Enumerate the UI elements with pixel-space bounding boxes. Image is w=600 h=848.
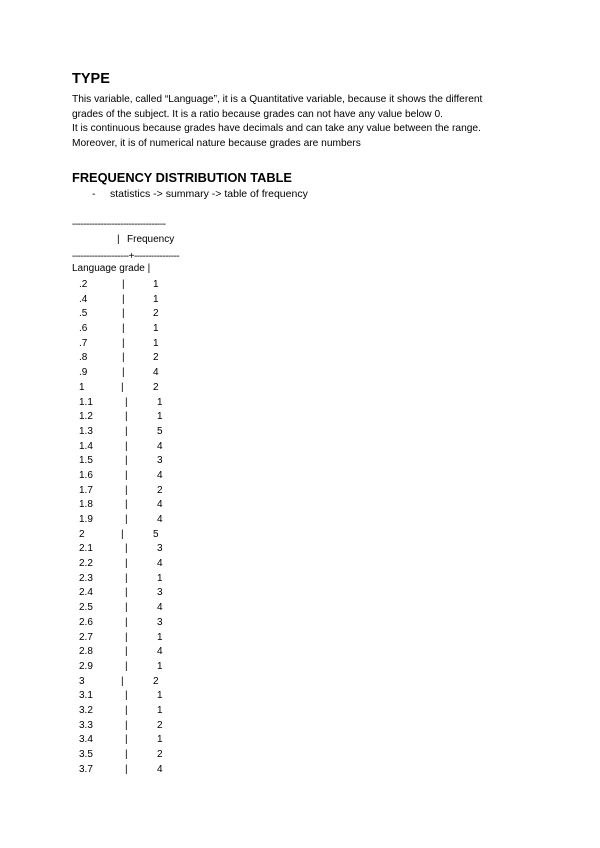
- grade-cell: .4: [79, 293, 88, 305]
- table-row: [0, 573, 600, 588]
- table-row: [0, 617, 600, 632]
- frequency-cell: 2: [153, 308, 159, 320]
- frequency-cell: 1: [157, 734, 163, 746]
- frequency-cell: 4: [157, 763, 163, 775]
- table-row: [0, 426, 600, 441]
- table-row: [0, 499, 600, 514]
- frequency-cell: 4: [157, 646, 163, 658]
- grade-cell: 2.7: [79, 631, 93, 643]
- separator-cell: |: [125, 704, 128, 716]
- separator-cell: |: [125, 749, 128, 760]
- separator-cell: |: [125, 734, 128, 746]
- frequency-cell: 2: [153, 381, 159, 393]
- type-paragraph: [72, 93, 542, 152]
- table-row: [0, 323, 600, 338]
- separator-cell: |: [125, 484, 128, 496]
- frequency-cell: 3: [157, 455, 163, 467]
- frequency-cell: 1: [157, 411, 163, 423]
- header-frequency: Frequency: [127, 234, 175, 245]
- grade-cell: 3.4: [79, 734, 93, 746]
- separator-cell: |: [125, 514, 128, 525]
- table-row: [0, 308, 600, 323]
- table-row: [0, 279, 600, 294]
- heading-type: TYPE: [72, 71, 110, 87]
- table-row-label: Language grade |: [72, 263, 151, 274]
- separator-cell: |: [121, 381, 124, 393]
- grade-cell: 1.5: [79, 455, 93, 467]
- frequency-cell: 1: [157, 704, 163, 716]
- frequency-cell: 3: [157, 543, 163, 555]
- table-row: [0, 587, 600, 602]
- bullet-text: statistics -> summary -> table of frequency: [110, 188, 308, 200]
- grade-cell: 2.8: [79, 646, 93, 658]
- separator-cell: |: [122, 308, 125, 320]
- separator-cell: |: [122, 323, 125, 335]
- header-bar: |: [117, 234, 120, 245]
- frequency-cell: 1: [157, 396, 163, 408]
- frequency-cell: 4: [157, 469, 163, 481]
- paragraph-line: Moreover, it is of numerical nature because grades are numbers: [72, 138, 361, 150]
- frequency-cell: 1: [157, 631, 163, 643]
- separator-cell: |: [125, 631, 128, 643]
- grade-cell: .6: [79, 323, 88, 335]
- grade-cell: 2.6: [79, 616, 93, 628]
- frequency-cell: 1: [153, 293, 159, 305]
- grade-cell: 3.5: [79, 749, 93, 760]
- table-rule-mid: --------------------+----------------: [72, 251, 180, 262]
- separator-cell: |: [125, 543, 128, 555]
- table-row: [0, 397, 600, 412]
- separator-cell: |: [121, 528, 124, 540]
- separator-cell: |: [122, 279, 125, 290]
- grade-cell: 2.9: [79, 660, 93, 672]
- grade-cell: 2.3: [79, 572, 93, 584]
- separator-cell: |: [125, 602, 128, 614]
- frequency-cell: 4: [157, 558, 163, 570]
- separator-cell: |: [125, 455, 128, 467]
- frequency-cell: 1: [153, 337, 159, 349]
- grade-cell: 1.1: [79, 396, 93, 408]
- table-row: [0, 352, 600, 367]
- frequency-cell: 3: [157, 616, 163, 628]
- table-row: [0, 558, 600, 573]
- table-row: [0, 411, 600, 426]
- table-row: [0, 632, 600, 647]
- grade-cell: 3: [79, 675, 85, 687]
- separator-cell: |: [125, 587, 128, 599]
- paragraph-line: grades of the subject. It is a ratio because grades can not have any value below 0.: [72, 108, 443, 120]
- grade-cell: 3.2: [79, 704, 93, 716]
- table-row: [0, 382, 600, 397]
- grade-cell: 2.5: [79, 602, 93, 614]
- frequency-cell: 4: [157, 440, 163, 452]
- grade-cell: 2: [79, 528, 85, 540]
- frequency-cell: 4: [157, 514, 163, 525]
- frequency-cell: 4: [153, 367, 159, 379]
- table-row: [0, 764, 600, 779]
- grade-cell: 1.8: [79, 499, 93, 511]
- paragraph-line: It is continuous because grades have decimals and can take any value between the range.: [72, 123, 481, 135]
- separator-cell: |: [125, 572, 128, 584]
- table-row: [0, 485, 600, 500]
- separator-cell: |: [125, 411, 128, 423]
- table-row: [0, 338, 600, 353]
- table-row: [0, 734, 600, 749]
- table-row: [0, 441, 600, 456]
- paragraph-line: This variable, called “Language”, it is a Quantitative variable, because it shows the different: [72, 94, 483, 105]
- grade-cell: 1.4: [79, 440, 93, 452]
- separator-cell: |: [125, 616, 128, 628]
- bullet-dash: -: [92, 188, 96, 200]
- separator-cell: |: [125, 396, 128, 408]
- separator-cell: |: [125, 690, 128, 702]
- grade-cell: 1.6: [79, 469, 93, 481]
- grade-cell: 3.7: [79, 763, 93, 775]
- grade-cell: 1.9: [79, 514, 93, 525]
- table-row: [0, 661, 600, 676]
- grade-cell: .8: [79, 352, 88, 364]
- grade-cell: .9: [79, 367, 88, 379]
- table-row: [0, 470, 600, 485]
- separator-cell: |: [125, 763, 128, 775]
- separator-cell: |: [122, 337, 125, 349]
- table-row: [0, 646, 600, 661]
- grade-cell: 2.1: [79, 543, 93, 555]
- grade-cell: 1.2: [79, 411, 93, 423]
- frequency-cell: 3: [157, 587, 163, 599]
- frequency-cell: 2: [153, 352, 159, 364]
- frequency-cell: 1: [157, 572, 163, 584]
- frequency-cell: 2: [157, 484, 163, 496]
- frequency-cell: 4: [157, 499, 163, 511]
- grade-cell: 1.3: [79, 425, 93, 437]
- frequency-cell: 2: [153, 675, 159, 687]
- grade-cell: 3.1: [79, 690, 93, 702]
- frequency-cell: 2: [157, 749, 163, 760]
- separator-cell: |: [121, 675, 124, 687]
- frequency-cell: 1: [153, 323, 159, 335]
- grade-cell: 1: [79, 381, 85, 393]
- grade-cell: .7: [79, 337, 88, 349]
- table-row: [0, 529, 600, 544]
- grade-cell: 3.3: [79, 719, 93, 731]
- table-row: [0, 514, 600, 529]
- grade-cell: .5: [79, 308, 88, 320]
- table-row: [0, 367, 600, 382]
- table-row: [0, 720, 600, 735]
- separator-cell: |: [125, 469, 128, 481]
- grade-cell: 2.2: [79, 558, 93, 570]
- table-row: [0, 543, 600, 558]
- frequency-cell: 1: [157, 660, 163, 672]
- frequency-cell: 5: [153, 528, 159, 540]
- frequency-cell: 5: [157, 425, 163, 437]
- heading-frequency-table: FREQUENCY DISTRIBUTION TABLE: [72, 170, 292, 185]
- grade-cell: .2: [79, 279, 88, 290]
- separator-cell: |: [125, 646, 128, 658]
- table-row: [0, 294, 600, 309]
- separator-cell: |: [125, 440, 128, 452]
- table-rule-top: ---------------------------------: [72, 219, 166, 230]
- table-row: [0, 749, 600, 764]
- table-row: [0, 705, 600, 720]
- separator-cell: |: [122, 367, 125, 379]
- frequency-cell: 2: [157, 719, 163, 731]
- separator-cell: |: [125, 499, 128, 511]
- table-row: [0, 690, 600, 705]
- bullet-item: [92, 188, 308, 200]
- separator-cell: |: [122, 352, 125, 364]
- table-row: [0, 602, 600, 617]
- table-row: [0, 455, 600, 470]
- grade-cell: 1.7: [79, 484, 93, 496]
- frequency-cell: 1: [157, 690, 163, 702]
- separator-cell: |: [125, 660, 128, 672]
- frequency-cell: 4: [157, 602, 163, 614]
- table-row: [0, 676, 600, 691]
- frequency-cell: 1: [153, 279, 159, 290]
- grade-cell: 2.4: [79, 587, 93, 599]
- separator-cell: |: [122, 293, 125, 305]
- separator-cell: |: [125, 558, 128, 570]
- separator-cell: |: [125, 719, 128, 731]
- table-body: [0, 279, 600, 778]
- separator-cell: |: [125, 425, 128, 437]
